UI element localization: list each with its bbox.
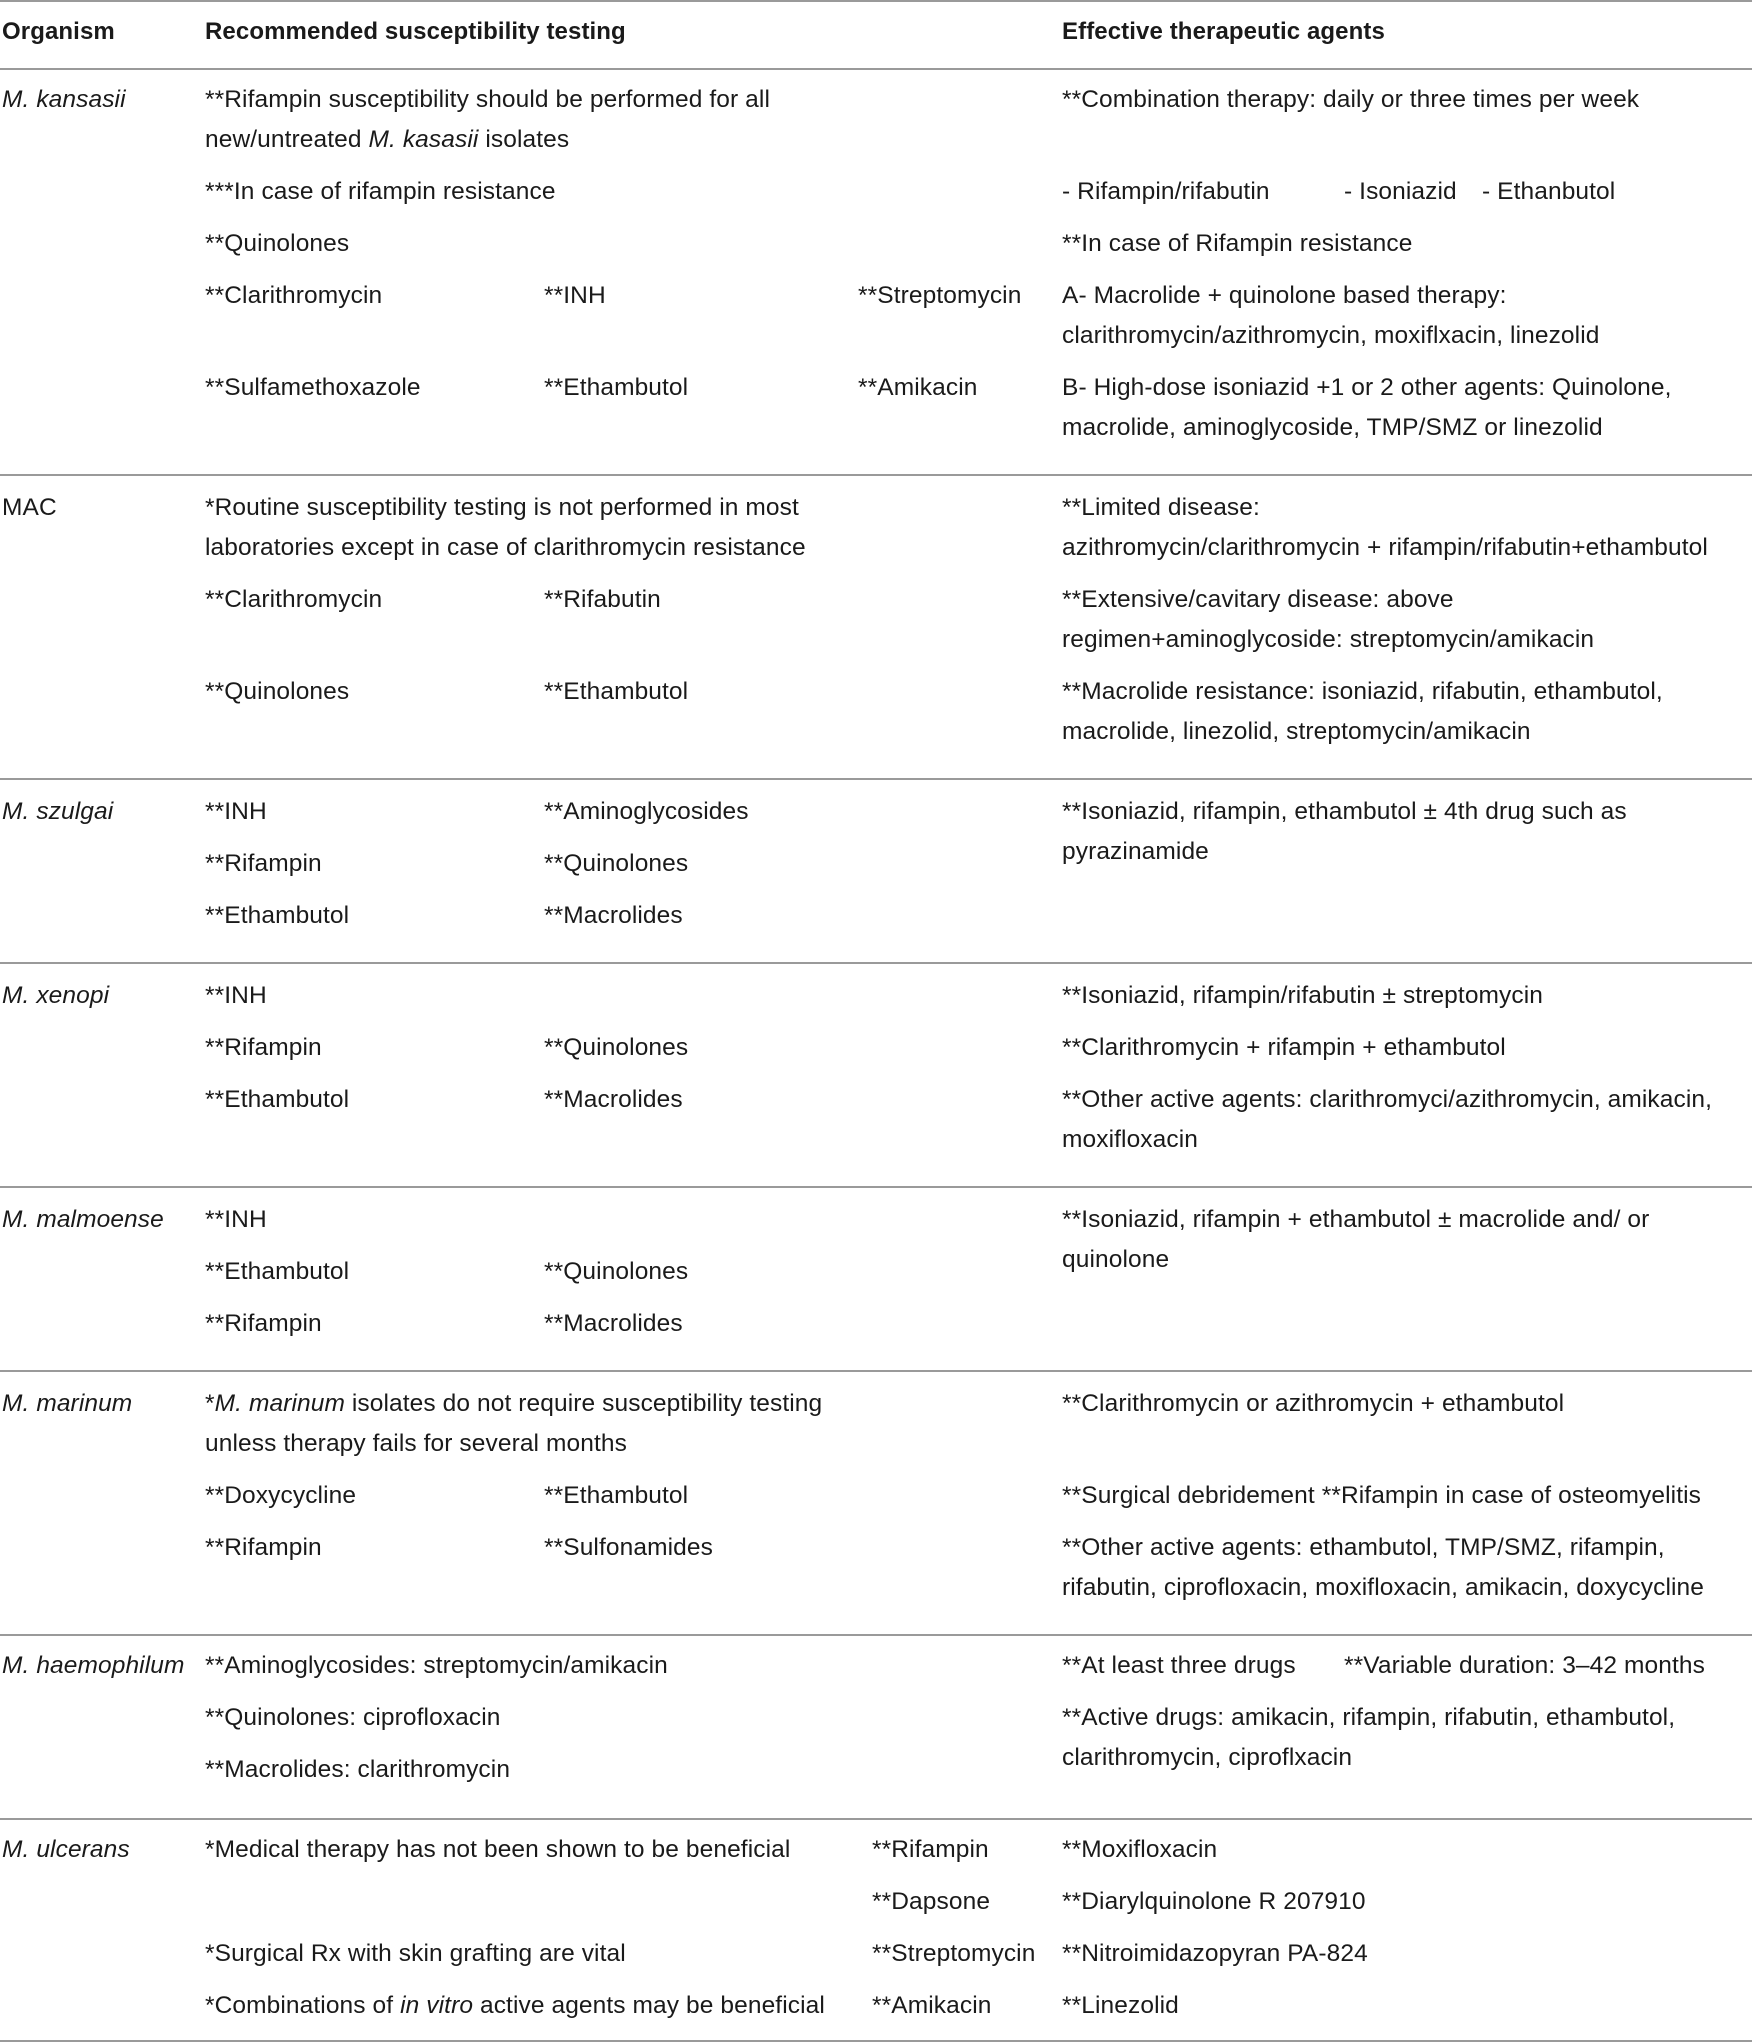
agent-line: **Diarylquinolone R 207910 (1062, 1888, 1366, 1915)
test-item: **INH (205, 1206, 267, 1233)
agent-line: quinolone (1062, 1246, 1170, 1273)
test-item: **Ethambutol (544, 374, 689, 401)
agent-line: **Clarithromycin + rifampin + ethambutol (1062, 1034, 1506, 1061)
test-item: **Streptomycin (872, 1940, 1036, 1967)
testing-note: laboratories except in case of clarithromycin resistance (205, 534, 806, 561)
row-divider (0, 474, 1752, 476)
organism-name: M. malmoense (2, 1206, 164, 1233)
test-item: **Quinolones (544, 850, 689, 877)
testing-note-text: isolates (478, 126, 570, 153)
test-item: **Rifabutin (544, 586, 661, 613)
agent-line: **Isoniazid, rifampin, ethambutol ± 4th drug such as (1062, 798, 1627, 825)
row-divider (0, 1634, 1752, 1636)
test-item: **INH (205, 982, 267, 1009)
column-header-organism: Organism (2, 18, 115, 45)
table-top-rule (0, 0, 1752, 2)
testing-note: *Medical therapy has not been shown to be beneficial (205, 1836, 791, 1863)
in-vitro-italic: in vitro (400, 1992, 474, 2019)
agent-line: **Other active agents: clarithromyci/azithromycin, amikacin, (1062, 1086, 1713, 1113)
test-item: **Dapsone (872, 1888, 991, 1915)
organism-name: M. marinum (2, 1390, 133, 1417)
agent-line: - Isoniazid (1344, 178, 1457, 205)
agent-line: clarithromycin/azithromycin, moxiflxacin, linezolid (1062, 322, 1600, 349)
test-item: **Quinolones: ciprofloxacin (205, 1704, 501, 1731)
row-divider (0, 1186, 1752, 1188)
agent-line: azithromycin/clarithromycin + rifampin/rifabutin+ethambutol (1062, 534, 1708, 561)
test-item: **Amikacin (858, 374, 978, 401)
agent-line: **Linezolid (1062, 1992, 1179, 2019)
row-divider (0, 962, 1752, 964)
testing-note (205, 1384, 822, 1424)
organism-name: M. szulgai (2, 798, 114, 825)
test-item: **Ethambutol (544, 678, 689, 705)
agent-line: pyrazinamide (1062, 838, 1209, 865)
testing-note (205, 1986, 825, 2026)
agent-line: **Isoniazid, rifampin/rifabutin ± streptomycin (1062, 982, 1544, 1009)
agent-line: **Combination therapy: daily or three times per week (1062, 86, 1640, 113)
test-item: **Macrolides (544, 902, 683, 929)
testing-note-text: * (205, 1390, 215, 1417)
test-item: **Sulfamethoxazole (205, 374, 421, 401)
agent-line: **Nitroimidazopyran PA-824 (1062, 1940, 1368, 1967)
test-item: **Doxycycline (205, 1482, 357, 1509)
test-item: **Ethambutol (205, 1258, 350, 1285)
row-divider (0, 1370, 1752, 1372)
test-item: **Quinolones (205, 230, 350, 257)
test-item: **Quinolones (544, 1258, 689, 1285)
testing-note: unless therapy fails for several months (205, 1430, 627, 1457)
testing-note-text: new/untreated (205, 126, 369, 153)
test-item: **Rifampin (205, 1534, 322, 1561)
agent-line: rifabutin, ciprofloxacin, moxifloxacin, amikacin, doxycycline (1062, 1574, 1704, 1601)
agent-line: **Surgical debridement **Rifampin in case of osteomyelitis (1062, 1482, 1702, 1509)
organism-name: M. haemophilum (2, 1652, 185, 1679)
agent-line: **Limited disease: (1062, 494, 1260, 521)
test-item: **Macrolides: clarithromycin (205, 1756, 511, 1783)
test-item: **Ethambutol (205, 902, 350, 929)
testing-note-text: *Combinations of (205, 1992, 401, 2019)
test-item: **Sulfonamides (544, 1534, 713, 1561)
agent-line: **Macrolide resistance: isoniazid, rifabutin, ethambutol, (1062, 678, 1663, 705)
agent-line: **Isoniazid, rifampin + ethambutol ± macrolide and/ or (1062, 1206, 1650, 1233)
test-item: **INH (544, 282, 606, 309)
testing-note: *Surgical Rx with skin grafting are vital (205, 1940, 626, 1967)
organism-name: M. ulcerans (2, 1836, 130, 1863)
agent-line: macrolide, linezolid, streptomycin/amikacin (1062, 718, 1531, 745)
table-bottom-rule (0, 2040, 1752, 2042)
agent-line: **Clarithromycin or azithromycin + ethambutol (1062, 1390, 1565, 1417)
test-item: **Rifampin (205, 1034, 322, 1061)
agent-line: B- High-dose isoniazid +1 or 2 other agents: Quinolone, (1062, 374, 1672, 401)
row-divider (0, 1818, 1752, 1820)
agent-line: A- Macrolide + quinolone based therapy: (1062, 282, 1507, 309)
agent-line: **Active drugs: amikacin, rifampin, rifabutin, ethambutol, (1062, 1704, 1676, 1731)
testing-note: **Rifampin susceptibility should be performed for all (205, 86, 770, 113)
test-item: **Amikacin (872, 1992, 992, 2019)
agent-line: - Rifampin/rifabutin (1062, 178, 1270, 205)
agent-line: **Other active agents: ethambutol, TMP/SMZ, rifampin, (1062, 1534, 1665, 1561)
testing-note: ***In case of rifampin resistance (205, 178, 556, 205)
test-item: **Rifampin (205, 1310, 322, 1337)
test-item: **Clarithromycin (205, 586, 383, 613)
test-item: **Quinolones (544, 1034, 689, 1061)
test-item: **Ethambutol (544, 1482, 689, 1509)
agent-line: **At least three drugs (1062, 1652, 1296, 1679)
test-item: **Aminoglycosides (544, 798, 749, 825)
test-item: **INH (205, 798, 267, 825)
row-divider (0, 778, 1752, 780)
agent-line: **Moxifloxacin (1062, 1836, 1218, 1863)
agent-line: **Extensive/cavitary disease: above (1062, 586, 1454, 613)
agent-line: macrolide, aminoglycoside, TMP/SMZ or linezolid (1062, 414, 1603, 441)
species-italic: M. marinum (214, 1390, 345, 1417)
organism-name: M. kansasii (2, 86, 126, 113)
agent-line: regimen+aminoglycoside: streptomycin/amikacin (1062, 626, 1595, 653)
agent-line: moxifloxacin (1062, 1126, 1198, 1153)
agent-line: **Variable duration: 3–42 months (1344, 1652, 1705, 1679)
test-item: **Streptomycin (858, 282, 1022, 309)
test-item: **Clarithromycin (205, 282, 383, 309)
organism-name: MAC (2, 494, 57, 521)
testing-note (205, 120, 569, 160)
testing-note-text: isolates do not require susceptibility testing (344, 1390, 823, 1417)
testing-note-text: active agents may be beneficial (473, 1992, 825, 2019)
header-rule (0, 68, 1752, 70)
test-item: **Aminoglycosides: streptomycin/amikacin (205, 1652, 668, 1679)
test-item: **Rifampin (872, 1836, 989, 1863)
test-item: **Quinolones (205, 678, 350, 705)
species-italic: M. kasasii (368, 126, 479, 153)
agent-line: - Ethanbutol (1482, 178, 1616, 205)
column-header-testing: Recommended susceptibility testing (205, 18, 626, 45)
test-item: **Ethambutol (205, 1086, 350, 1113)
test-item: **Macrolides (544, 1310, 683, 1337)
agent-line: clarithromycin, ciproflxacin (1062, 1744, 1353, 1771)
column-header-agents: Effective therapeutic agents (1062, 18, 1385, 45)
test-item: **Macrolides (544, 1086, 683, 1113)
test-item: **Rifampin (205, 850, 322, 877)
testing-note: *Routine susceptibility testing is not performed in most (205, 494, 799, 521)
organism-name: M. xenopi (2, 982, 110, 1009)
agent-line: **In case of Rifampin resistance (1062, 230, 1413, 257)
